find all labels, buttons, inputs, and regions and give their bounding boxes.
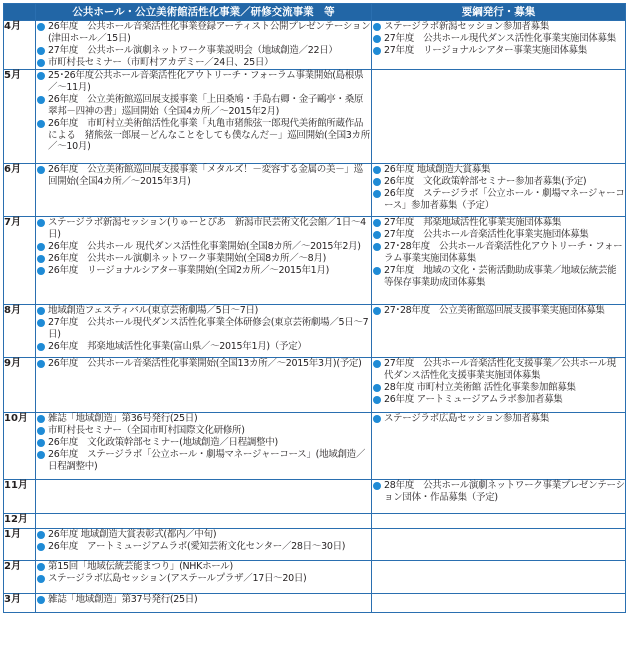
list-item [372,265,625,289]
list-item [36,437,371,449]
list-item [36,57,371,69]
programs-cell [36,305,372,358]
list-item [36,305,371,317]
bullet-icon [37,451,45,459]
list-item [372,217,625,229]
recruitment-cell [372,21,626,70]
item-text: 26年度 アートミュージアムラボ参加者募集 [384,393,563,405]
list-item [36,241,371,253]
list-item [36,164,371,188]
bullet-icon [373,166,381,174]
bullet-icon [373,307,381,315]
bullet-icon [37,47,45,55]
bullet-icon [37,255,45,263]
bullet-icon [37,439,45,447]
item-text: 26年度 公共ホール 現代ダンス活性化事業開始(全国8カ所／～2015年2月) [48,240,361,252]
table-row [4,358,626,413]
table-row [4,594,626,613]
recruitment-cell [372,514,626,529]
list-item [372,188,625,212]
item-text: 25･26年度公共ホール音楽活性化アウトリーチ・フォーラム事業開始(島根県／～11月) [48,70,364,93]
table-row [4,561,626,594]
bullet-icon [37,243,45,251]
table-row [4,217,626,305]
month-cell: 3月 [4,594,36,613]
item-text: 市町村長セミナー（全国市町村国際文化研修所) [48,424,245,436]
recruitment-cell [372,305,626,358]
bullet-icon [37,543,45,551]
recruitment-cell [372,561,626,594]
programs-cell [36,561,372,594]
recruitment-cell [372,164,626,217]
bullet-icon [373,243,381,251]
list-item [36,94,371,118]
list-item [372,45,625,57]
bullet-icon [373,231,381,239]
programs-cell [36,514,372,529]
list-item [372,358,625,382]
bullet-icon [373,190,381,198]
table-row [4,529,626,561]
list-item [36,449,371,473]
list-item [372,33,625,45]
item-text: 26年度 地域創造大賞表彰式(都内／中旬) [48,529,217,540]
bullet-icon [373,384,381,392]
item-text: 26年度 ステージラボ「公立ホール・劇場マネージャーコース」(地域創造／日程調整中) [48,448,366,472]
programs-cell [36,164,372,217]
bullet-icon [37,415,45,423]
bullet-icon [373,23,381,31]
item-text: 26年度 邦楽地域活性化事業(富山県／～2015年1月)（予定） [48,340,307,352]
item-text: 地域創造フェスティバル(東京芸術劇場／5日～7日) [48,305,259,316]
list-item [372,229,625,241]
recruitment-cell [372,217,626,305]
programs-cell [36,70,372,164]
list-item [372,21,625,33]
bullet-icon [373,415,381,423]
bullet-icon [37,96,45,104]
bullet-icon [37,23,45,31]
list-item [36,70,371,94]
list-item [36,529,371,541]
bullet-icon [373,47,381,55]
month-cell: 8月 [4,305,36,358]
bullet-icon [373,360,381,368]
bullet-icon [37,319,45,327]
item-text: 第15回「地域伝統芸能まつり」(NHKホール) [48,561,233,572]
item-text: 27年度 公共ホール演劇ネットワーク事業説明会（地域創造／22日） [48,44,338,56]
bullet-icon [373,178,381,186]
bullet-icon [37,575,45,583]
list-item [372,176,625,188]
header-programs: 公共ホール・公立美術館活性化事業／研修交流事業 等 [36,4,372,21]
table-row [4,514,626,529]
list-item [36,413,371,425]
month-cell: 12月 [4,514,36,529]
recruitment-cell [372,594,626,613]
recruitment-cell [372,529,626,561]
item-text: 市町村長セミナー（市町村アカデミー／24日、25日） [48,56,274,68]
bullet-icon [373,396,381,404]
list-item [36,45,371,57]
header-recruitment: 要綱発行・募集 [372,4,626,21]
bullet-icon [37,563,45,571]
list-item [36,217,371,241]
item-text: 27年度 公共ホール現代ダンス活性化事業実施団体募集 [384,32,616,44]
table-row [4,305,626,358]
month-cell: 2月 [4,561,36,594]
programs-cell [36,21,372,70]
list-item [36,594,371,606]
schedule-table [3,3,626,613]
bullet-icon [37,307,45,315]
item-text: 27年度 公共ホール現代ダンス活性化事業全体研修会(東京芸術劇場／5日～7日) [48,316,369,340]
month-cell: 5月 [4,70,36,164]
item-text: 26年度 リージョナルシアター事業開始(全国2カ所／～2015年1月) [48,264,330,276]
item-text: ステージラボ新潟セッション参加者募集 [384,21,550,32]
bullet-icon [37,166,45,174]
bullet-icon [37,267,45,275]
list-item [372,394,625,406]
month-cell: 10月 [4,413,36,480]
bullet-icon [37,531,45,539]
month-cell: 4月 [4,21,36,70]
list-item [36,425,371,437]
list-item [36,573,371,585]
table-row [4,21,626,70]
list-item [36,317,371,341]
item-text: ステージラボ新潟セッション(りゅーとぴあ 新潟市民芸術文化会館／1日～4日) [48,217,366,240]
item-text: 27年度 公共ホール音楽活性化事業実施団体募集 [384,228,589,240]
item-text: 27･28年度 公立美術館巡回展支援事業実施団体募集 [384,305,605,316]
programs-cell [36,413,372,480]
list-item [36,253,371,265]
item-text: 雑誌「地域創造」第36号発行(25日) [48,413,198,424]
list-item [372,480,625,504]
bullet-icon [37,72,45,80]
programs-cell [36,358,372,413]
list-item [36,561,371,573]
table-row [4,413,626,480]
item-text: 28年度 公共ホール演劇ネットワーク事業プレゼンテーション団体・作品募集（予定) [384,480,625,503]
programs-cell [36,480,372,514]
item-text: 26年度 市町村立美術館活性化事業「丸亀市猪熊弦一郎現代美術館所蔵作品による 猪熊弦一郎展－どんなことをしても僕なんだ－」巡回開始(全国3カ所／～10月) [48,117,370,153]
list-item [372,413,625,425]
list-item [36,358,371,370]
list-item [372,305,625,317]
list-item [36,118,371,154]
bullet-icon [37,219,45,227]
item-text: 27年度 公共ホール音楽活性化支援事業／公共ホール現代ダンス活性化支援事業実施団体募集 [384,358,616,381]
list-item [372,164,625,176]
item-text: 27･28年度 公共ホール音楽活性化アウトリーチ・フォーラム事業実施団体募集 [384,240,623,264]
month-cell: 6月 [4,164,36,217]
month-cell: 1月 [4,529,36,561]
bullet-icon [37,596,45,604]
item-text: 26年度 公共ホール演劇ネットワーク事業開始(全国8カ所／～8月) [48,252,327,264]
month-cell: 9月 [4,358,36,413]
bullet-icon [373,482,381,490]
list-item [36,265,371,277]
item-text: 26年度 アートミュージアムラボ(愛知芸術文化センター／28日～30日) [48,540,346,552]
table-row [4,164,626,217]
programs-cell [36,594,372,613]
bullet-icon [37,427,45,435]
bullet-icon [373,219,381,227]
bullet-icon [37,59,45,67]
month-cell: 7月 [4,217,36,305]
list-item [36,341,371,353]
recruitment-cell [372,413,626,480]
bullet-icon [373,267,381,275]
bullet-icon [373,35,381,43]
list-item [36,541,371,553]
programs-cell [36,529,372,561]
bullet-icon [37,120,45,128]
item-text: 26年度 公共ホール音楽活性化事業開始(全国13カ所／～2015年3月)(予定) [48,358,362,369]
item-text: 26年度 公立美術館巡回展支援事業「メタルズ！－変容する金属の美－」巡回開始(全国4カ所／～2015年3月) [48,164,363,187]
item-text: 26年度 公共ホール音楽活性化事業登録アーティスト公開プレゼンテーション(津田ホール／15日) [48,21,371,44]
month-cell: 11月 [4,480,36,514]
table-row [4,480,626,514]
programs-cell [36,217,372,305]
recruitment-cell [372,480,626,514]
recruitment-cell [372,358,626,413]
item-text: 27年度 地域の文化・芸術活動助成事業／地域伝統芸能等保存事業助成団体募集 [384,264,617,288]
table-row [4,70,626,164]
recruitment-cell [372,70,626,164]
item-text: 26年度 文化政策幹部セミナー参加者募集(予定) [384,175,587,187]
item-text: 27年度 リージョナルシアター事業実施団体募集 [384,44,587,56]
item-text: 28年度 市町村立美術館 活性化事業参加館募集 [384,381,576,393]
list-item [372,382,625,394]
item-text: ステージラボ広島セッション(アステールプラザ／17日～20日) [48,572,307,584]
item-text: 26年度 文化政策幹部セミナー(地域創造／日程調整中) [48,436,278,448]
list-item [36,21,371,45]
bullet-icon [37,360,45,368]
list-item [372,241,625,265]
header-row [4,4,626,21]
item-text: 26年度 地域創造大賞募集 [384,164,491,175]
bullet-icon [37,343,45,351]
item-text: ステージラボ広島セッション参加者募集 [384,413,550,424]
item-text: 雑誌「地域創造」第37号発行(25日) [48,594,198,605]
item-text: 26年度 ステージラボ「公立ホール・劇場マネージャーコース」参加者募集（予定） [384,187,625,211]
item-text: 26年度 公立美術館巡回展支援事業「上田桑鳩・手島右卿・金子鷗亭・桑原翠邦－四神の書」巡回開始（全国4カ所／～2015年2月) [48,93,364,117]
header-month [4,4,36,21]
item-text: 27年度 邦楽地域活性化事業実施団体募集 [384,217,562,228]
